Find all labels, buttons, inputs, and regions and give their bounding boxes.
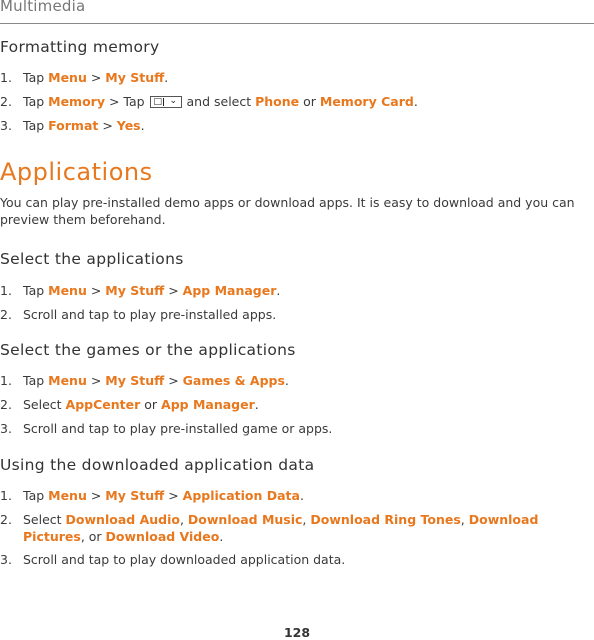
applications-intro: You can play pre-installed demo apps or download apps. It is easy to download and you can preview them beforehand. [0,195,575,227]
step-number: 1. [0,70,12,85]
header-divider [0,23,594,24]
my-stuff-label: My Stuff [105,488,165,503]
step-text: Tap Menu > My Stuff > Games & Apps. [23,373,289,388]
step-number: 1. [0,488,12,503]
step-number: 2. [0,307,12,322]
using-data-heading: Using the downloaded application data [0,456,315,474]
download-video-label: Download Video [105,529,220,544]
step-text: Tap Menu > My Stuff. [23,70,169,85]
menu-label: Menu [48,70,87,85]
download-pictures-label: Download Pictures [23,512,539,544]
download-audio-label: Download Audio [65,512,180,527]
step-number: 2. [0,397,12,412]
step-text: Scroll and tap to play pre-installed game or apps. [23,421,333,436]
page-number: 128 [283,625,311,640]
step-number: 3. [0,421,12,436]
step-number: 2. [0,512,12,527]
step-text: Tap Menu > My Stuff > Application Data. [23,488,304,503]
step-text: Select AppCenter or App Manager. [23,397,259,412]
options-key-icon: □ ⌄ [150,96,182,108]
my-stuff-label: My Stuff [105,283,165,298]
applications-title: Applications [0,158,153,186]
formatting-memory-heading: Formatting memory [0,38,160,56]
memory-label: Memory [48,94,105,109]
step-number: 3. [0,118,12,133]
download-ring-tones-label: Download Ring Tones [310,512,461,527]
download-music-label: Download Music [187,512,303,527]
my-stuff-label: My Stuff [105,373,165,388]
menu-label: Menu [48,373,87,388]
yes-label: Yes [116,118,141,133]
section-label: Multimedia [0,0,86,15]
select-games-heading: Select the games or the applications [0,341,296,359]
memory-card-label: Memory Card [319,94,414,109]
step-text: Tap Format > Yes. [23,118,145,133]
step-number: 1. [0,373,12,388]
step-number: 2. [0,94,12,109]
format-label: Format [48,118,99,133]
menu-label: Menu [48,488,87,503]
step-text: Scroll and tap to play downloaded application data. [23,552,346,567]
app-manager-label: App Manager [161,397,255,412]
games-and-apps-label: Games & Apps [182,373,285,388]
appcenter-label: AppCenter [65,397,141,412]
menu-label: Menu [48,283,87,298]
step-text: Scroll and tap to play pre-installed apps. [23,307,277,322]
app-manager-label: App Manager [182,283,277,298]
my-stuff-label: My Stuff [105,70,165,85]
step-text: Tap Menu > My Stuff > App Manager. [23,283,281,298]
step-number: 3. [0,552,12,567]
application-data-label: Application Data [182,488,300,503]
step-text: Select Download Audio, Download Music, Download Ring Tones, Download Pictures, or Download Video. [23,512,539,544]
step-number: 1. [0,283,12,298]
phone-label: Phone [255,94,300,109]
select-applications-heading: Select the applications [0,250,184,268]
step-text: Tap Memory > Tap □ ⌄ and select Phone or Memory Card. [23,94,418,109]
